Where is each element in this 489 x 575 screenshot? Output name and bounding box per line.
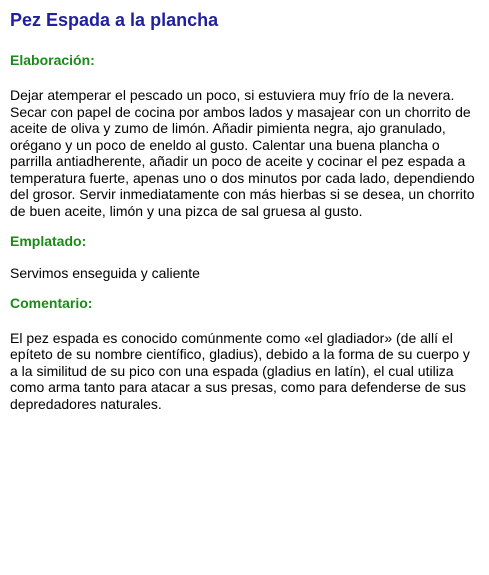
section-heading-emplatado: Emplatado:	[10, 233, 87, 249]
section-text-emplatado: Servimos enseguida y caliente	[10, 265, 200, 281]
section-text-elaboracion: Dejar atemperar el pescado un poco, si estuviera muy frío de la nevera. Secar con papel de cocina por ambos lados y masajear con un chorrito de aceite de oliva y zumo de limón. Añadir pimienta negra, ajo granulado, orégano y un poco de eneldo al gusto. Calentar una buena plancha o parrilla antiadherente, añadir un poco de aceite y cocinar el pez espada a temperatura fuerte, apenas uno o dos minutos por cada lado, dependiendo del grosor. Servir inmediatamente con más hierbas si se desea, un chorrito de buen aceite, limón y una pizca de sal gruesa al gusto.	[10, 87, 475, 219]
section-text-comentario: El pez espada es conocido comúnmente como «el gladiador» (de allí el epíteto de su nombre científico, gladius), debido a la forma de su cuerpo y a la similitud de su pico con una espada (gladius en latín), el cual utiliza como arma tanto para atacar a sus presas, como para defenderse de sus depredadores naturales.	[10, 329, 470, 412]
section-heading-elaboracion: Elaboración:	[10, 52, 95, 68]
section-heading-comentario: Comentario:	[10, 294, 93, 311]
page-title: Pez Espada a la plancha	[10, 10, 219, 30]
